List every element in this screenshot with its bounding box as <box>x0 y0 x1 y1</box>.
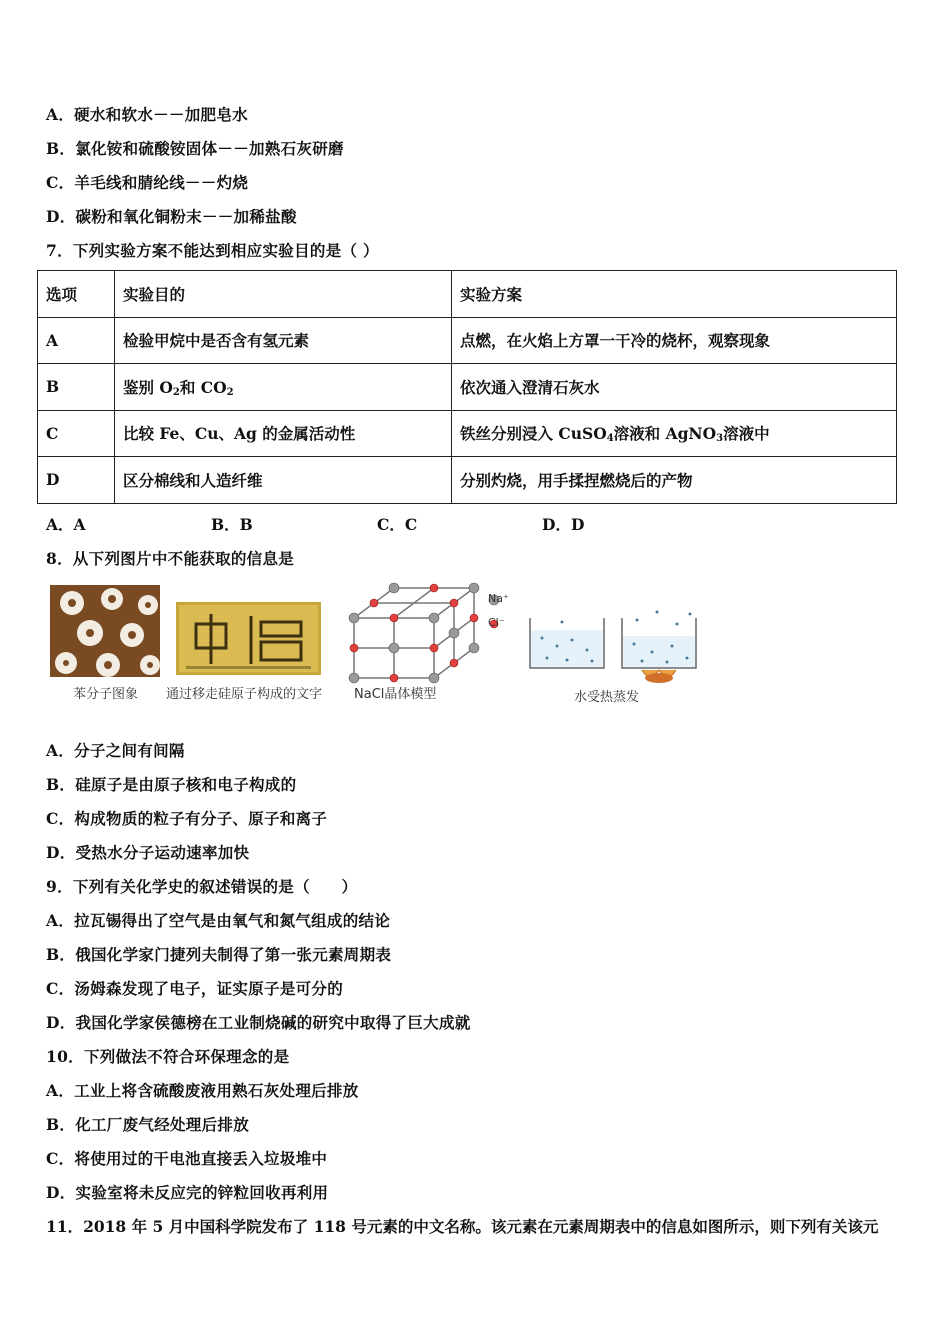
q7-table <box>37 270 897 504</box>
row-goal: 比较 Fe、Cu、Ag 的金属活动性 <box>115 410 452 457</box>
q10-option-b: B．化工厂废气经处理后排放 <box>46 1115 250 1134</box>
table-header-row <box>38 271 897 318</box>
table-row <box>38 457 897 504</box>
q9-option-d: D．我国化学家侯德榜在工业制烧碱的研究中取得了巨大成就 <box>46 1013 471 1032</box>
silicon-atom-text-image <box>176 602 321 675</box>
header-option: 选项 <box>38 271 115 318</box>
table-row <box>38 364 897 411</box>
q6-option-c: C．羊毛线和腈纶线－－灼烧 <box>46 173 249 192</box>
caption-nacl: NaCl晶体模型 <box>354 687 437 702</box>
q7-answer-b: B．B <box>211 515 253 534</box>
q10-option-d: D．实验室将未反应完的锌粒回收再利用 <box>46 1183 329 1202</box>
row-plan: 铁丝分别浸入 CuSO$_4$溶液和 AgNO$_3$溶液中 <box>452 410 897 457</box>
header-goal: 实验目的 <box>115 271 452 318</box>
caption-silicon: 通过移走硅原子构成的文字 <box>166 687 323 702</box>
header-plan: 实验方案 <box>452 271 897 318</box>
q9-stem: 9．下列有关化学史的叙述错误的是（ ） <box>46 877 358 896</box>
q8-stem: 8．从下列图片中不能获取的信息是 <box>46 549 295 568</box>
q8-option-b: B．硅原子是由原子核和电子构成的 <box>46 775 297 794</box>
row-goal: 检验甲烷中是否含有氢元素 <box>115 317 452 364</box>
row-goal: 鉴别 $O_2$和 $CO_2$ <box>115 364 452 411</box>
legend-na-label: Na⁺ <box>488 592 509 605</box>
row-plan: 依次通入澄清石灰水 <box>452 364 897 411</box>
row-option: C <box>38 410 115 457</box>
q8-option-c: C．构成物质的粒子有分子、原子和离子 <box>46 809 328 828</box>
table-row <box>38 317 897 364</box>
q9-option-c: C．汤姆森发现了电子，证实原子是可分的 <box>46 979 344 998</box>
q9-option-a: A．拉瓦锡得出了空气是由氧气和氮气组成的结论 <box>46 911 391 930</box>
caption-water: 水受热蒸发 <box>574 690 640 705</box>
benzene-molecule-image <box>50 585 160 677</box>
q6-option-d: D．碳粉和氧化铜粉末－－加稀盐酸 <box>46 207 297 226</box>
q8-figures <box>46 578 726 708</box>
q7-stem: 7．下列实验方案不能达到相应实验目的是（ ） <box>46 241 379 260</box>
q7-answer-a: A．A <box>46 515 86 534</box>
q10-option-c: C．将使用过的干电池直接丢入垃圾堆中 <box>46 1149 328 1168</box>
caption-benzene: 苯分子图象 <box>73 687 139 702</box>
q7-answer-c: C．C <box>377 515 418 534</box>
row-option: B <box>38 364 115 411</box>
q9-option-b: B．俄国化学家门捷列夫制得了第一张元素周期表 <box>46 945 392 964</box>
row-goal: 区分棉线和人造纤维 <box>115 457 452 504</box>
row-option: D <box>38 457 115 504</box>
row-plan: 点燃，在火焰上方罩一干冷的烧杯，观察现象 <box>452 317 897 364</box>
q6-option-b: B．氯化铵和硫酸铵固体－－加熟石灰研磨 <box>46 139 344 158</box>
row-option: A <box>38 317 115 364</box>
q6-option-a: A．硬水和软水－－加肥皂水 <box>46 105 248 124</box>
q10-stem: 10．下列做法不符合环保理念的是 <box>46 1047 290 1066</box>
q8-option-d: D．受热水分子运动速率加快 <box>46 843 250 862</box>
q10-option-a: A．工业上将含硫酸废液用熟石灰处理后排放 <box>46 1081 359 1100</box>
q8-option-a: A．分子之间有间隔 <box>46 741 185 760</box>
q11-stem: 11．2018 年 5 月中国科学院发布了 118 号元素的中文名称。该元素在元素周期表中的信息如图所示，则下列有关该元 <box>46 1217 879 1236</box>
row-plan: 分别灼烧，用手揉捏燃烧后的产物 <box>452 457 897 504</box>
table-row <box>38 410 897 457</box>
q7-answer-d: D．D <box>542 515 585 534</box>
legend-cl-label: Cl⁻ <box>488 616 505 629</box>
water-evaporation-image <box>522 606 710 686</box>
